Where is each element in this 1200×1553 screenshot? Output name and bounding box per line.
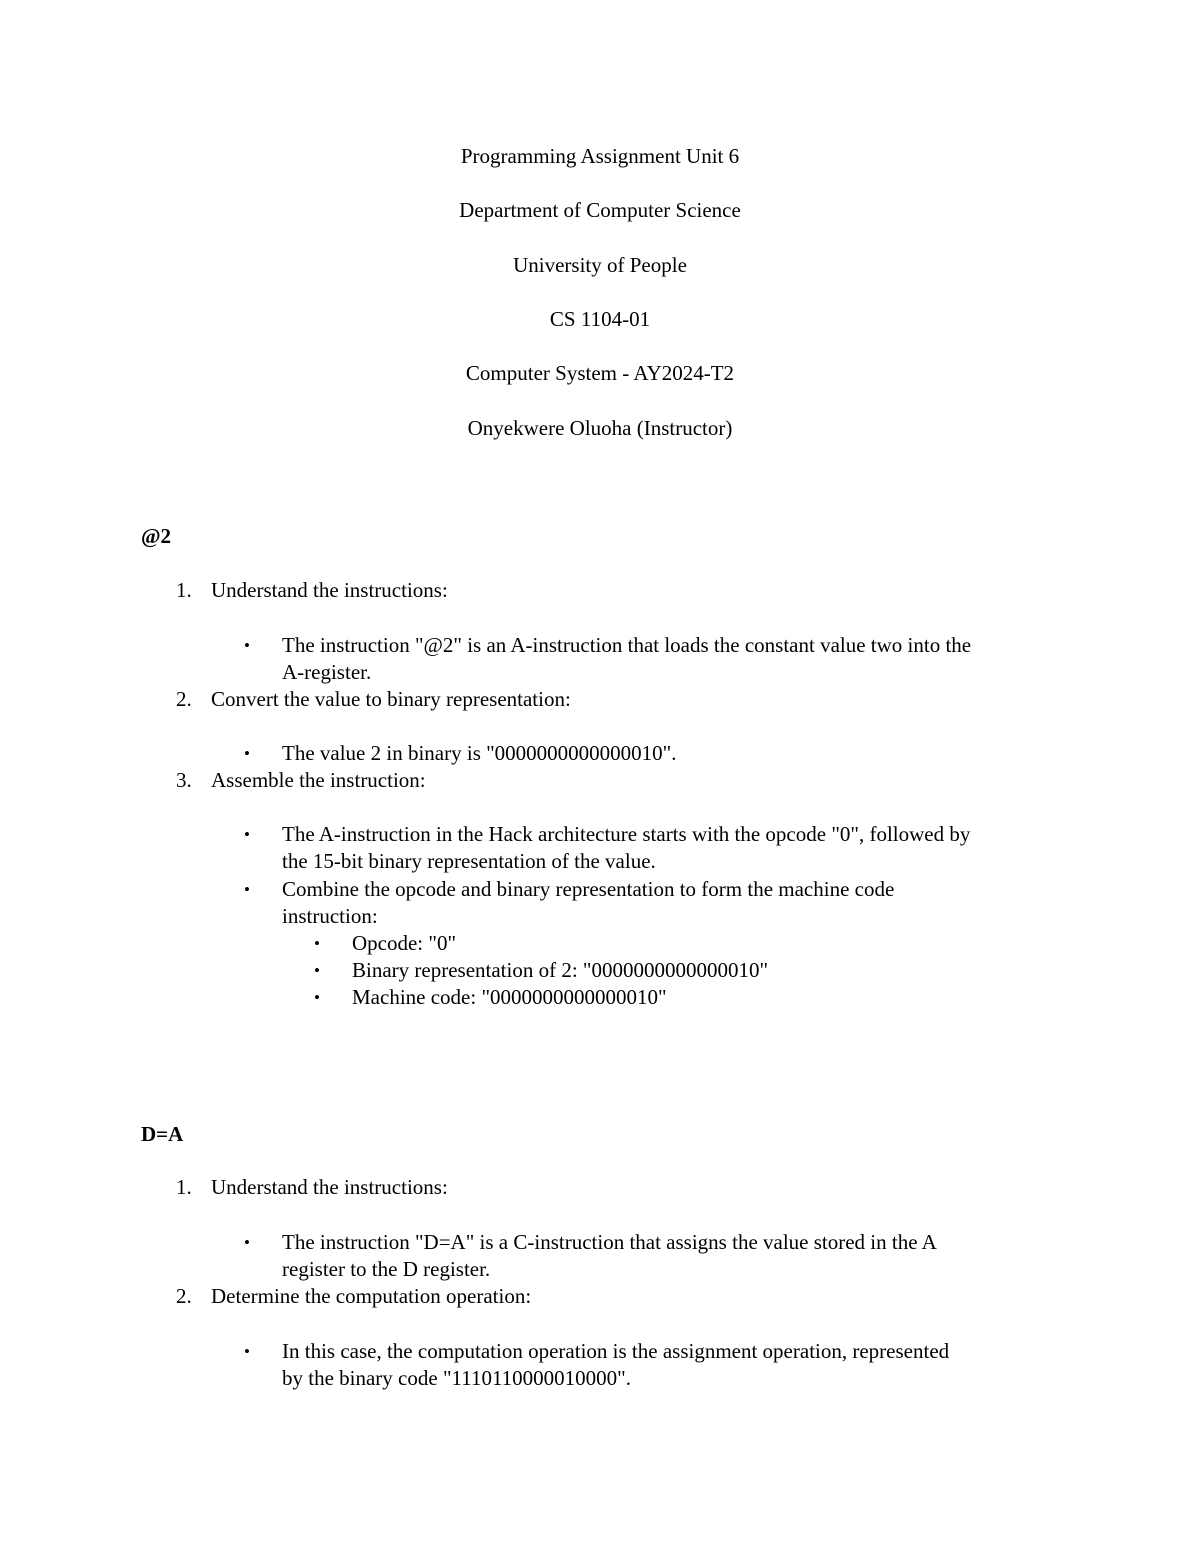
sub-bullet-text: Opcode: "0" [352,931,457,955]
bullet-text: A-register. [282,660,372,684]
bullet-text: the 15-bit binary representation of the value. [282,849,656,873]
step-number: 2. [176,1284,192,1308]
bullet-text: register to the D register. [282,1257,491,1281]
section-heading: D=A [141,1122,184,1146]
sub-bullet-text: Machine code: "0000000000000010" [352,985,667,1009]
step-label: Determine the computation operation: [211,1284,532,1308]
bullet-text: The instruction "@2" is an A-instruction that loads the constant value two into the [282,633,972,657]
course-code-line: CS 1104-01 [549,307,651,331]
bullet-icon: • [244,636,250,655]
sub-bullet-text: Binary representation of 2: "0000000000000010" [352,958,769,982]
step-number: 1. [176,578,192,602]
university-line: University of People [513,253,687,277]
department-line: Department of Computer Science [459,198,741,222]
bullet-icon: • [244,1233,250,1252]
bullet-text: The value 2 in binary is "0000000000000010". [282,741,677,765]
step-number: 2. [176,687,192,711]
bullet-text: Combine the opcode and binary representation to form the machine code [282,877,895,901]
bullet-text: by the binary code "1110110000010000". [282,1366,632,1390]
instructor-line: Onyekwere Oluoha (Instructor) [467,416,733,440]
step-label: Understand the instructions: [211,578,448,602]
bullet-text: instruction: [282,904,378,928]
step-number: 3. [176,768,192,792]
bullet-text: The instruction "D=A" is a C-instruction that assigns the value stored in the A [282,1230,937,1254]
bullet-icon: • [244,1342,250,1361]
bullet-icon: • [244,880,250,899]
course-name-line: Computer System - AY2024-T2 [465,361,735,385]
step-number: 1. [176,1175,192,1199]
section-heading: @2 [141,524,172,548]
bullet-text: The A-instruction in the Hack architecture starts with the opcode "0", followed by [282,822,971,846]
sub-bullet-icon: • [314,961,320,980]
step-label: Assemble the instruction: [211,768,426,792]
step-label: Understand the instructions: [211,1175,448,1199]
step-label: Convert the value to binary representation: [211,687,571,711]
bullet-icon: • [244,825,250,844]
bullet-icon: • [244,744,250,763]
sub-bullet-icon: • [314,988,320,1007]
bullet-text: In this case, the computation operation is the assignment operation, represented [282,1339,950,1363]
document-title: Programming Assignment Unit 6 [460,144,740,168]
sub-bullet-icon: • [314,934,320,953]
